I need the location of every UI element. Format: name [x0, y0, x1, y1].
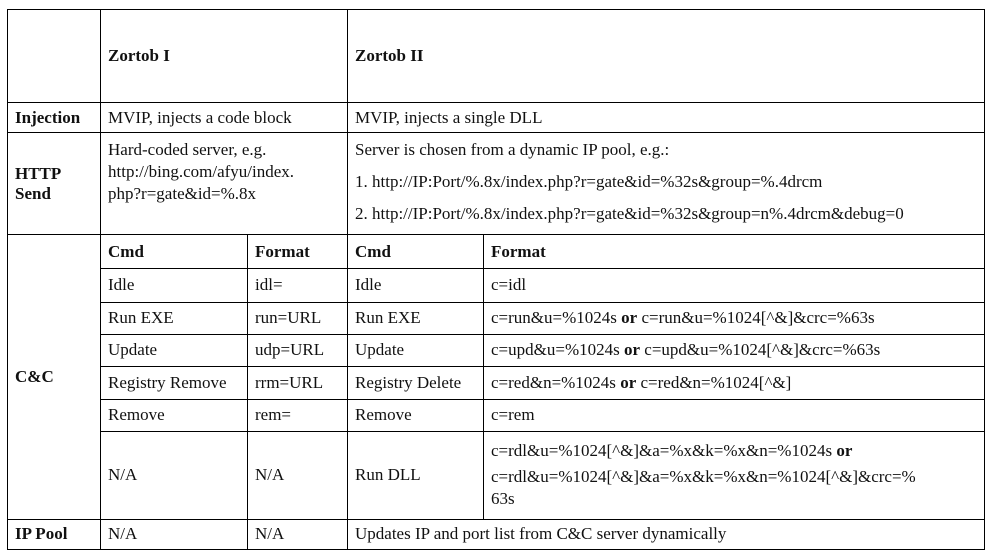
header-zortob-2: Zortob II	[348, 10, 985, 103]
cc-cmd-1: Update	[101, 334, 248, 366]
cc-header-cmd-2: Cmd	[348, 235, 484, 269]
header-empty-cell	[8, 10, 101, 103]
cc-cmd-1: Idle	[101, 269, 248, 302]
cc-rundll-format-2	[484, 431, 985, 519]
ip-pool-row	[8, 519, 985, 549]
or-keyword: or	[836, 441, 853, 461]
injection-zortob-2: MVIP, injects a single DLL	[348, 103, 985, 133]
rundll-format-line3: 63s	[491, 489, 515, 509]
cc-row	[8, 399, 985, 431]
cc-format-2-text: c=idl	[491, 275, 527, 295]
cc-header-format-2: Format	[484, 235, 985, 269]
ip-pool-zortob-1-cmd: N/A	[101, 519, 248, 549]
http-send-z1-line2: http://bing.com/afyu/index.	[108, 162, 295, 182]
cc-format-2-text: c=upd&u=%1024s	[491, 340, 624, 360]
cc-cmd-2: Registry Delete	[348, 366, 484, 399]
cc-cmd-2: Remove	[348, 399, 484, 431]
http-send-z2-line2: 1. http://IP:Port/%.8x/index.php?r=gate&id=%32s&group=%.4drcm	[355, 172, 823, 192]
cc-format-2-text: c=run&u=%1024s	[491, 308, 622, 328]
or-keyword: or	[623, 340, 641, 360]
injection-row	[8, 103, 985, 133]
cc-format-2-text: c=rem	[491, 405, 535, 425]
ip-pool-zortob-2: Updates IP and port list from C&C server dynamically	[348, 519, 985, 549]
cc-rundll-format-1: N/A	[248, 431, 348, 519]
cc-format-1: rrm=URL	[248, 366, 348, 399]
cc-cmd-2: Update	[348, 334, 484, 366]
cc-row	[8, 366, 985, 399]
or-keyword: or	[621, 308, 638, 328]
cc-cmd-2: Idle	[348, 269, 484, 302]
ip-pool-zortob-1-format: N/A	[248, 519, 348, 549]
cc-cmd-1: Remove	[101, 399, 248, 431]
rundll-format-line2: c=rdl&u=%1024[^&]&a=%x&k=%x&n=%1024[^&]&crc=%	[491, 467, 916, 487]
ip-pool-label: IP Pool	[8, 519, 101, 549]
cc-row	[8, 269, 985, 302]
cc-format-2-alt: c=upd&u=%1024[^&]&crc=%63s	[640, 340, 881, 360]
cc-format-2	[484, 269, 985, 302]
comparison-table	[7, 9, 985, 550]
cc-format-1: run=URL	[248, 302, 348, 334]
header-row	[8, 10, 985, 103]
cc-format-2	[484, 302, 985, 334]
cc-format-2	[484, 399, 985, 431]
http-send-z2-line3: 2. http://IP:Port/%.8x/index.php?r=gate&id=%32s&group=n%.4drcm&debug=0	[355, 204, 904, 224]
cc-rundll-row	[8, 431, 985, 519]
header-zortob-1: Zortob I	[101, 10, 348, 103]
cc-header-row	[8, 235, 985, 269]
cc-format-2	[484, 366, 985, 399]
http-send-zortob-2	[348, 133, 985, 235]
cc-format-1: rem=	[248, 399, 348, 431]
http-send-label-line2: Send	[15, 183, 51, 203]
cc-label: C&C	[8, 235, 101, 519]
cc-format-2-text: c=red&n=%1024s	[491, 372, 621, 392]
rundll-format-line1	[491, 440, 977, 462]
rundll-format-line1-text: c=rdl&u=%1024[^&]&a=%x&k=%x&n=%1024s	[491, 441, 837, 461]
cc-rundll-cmd-1: N/A	[101, 431, 248, 519]
http-send-zortob-1	[101, 133, 348, 235]
cc-format-1: idl=	[248, 269, 348, 302]
injection-zortob-1: MVIP, injects a code block	[101, 103, 348, 133]
cc-cmd-1: Registry Remove	[101, 366, 248, 399]
http-send-label	[8, 133, 101, 235]
cc-row	[8, 334, 985, 366]
injection-label: Injection	[8, 103, 101, 133]
http-send-label-line1: HTTP	[15, 163, 62, 183]
cc-header-cmd-1: Cmd	[101, 235, 248, 269]
cc-header-format-1: Format	[248, 235, 348, 269]
cc-cmd-2: Run EXE	[348, 302, 484, 334]
cc-format-2-alt: c=red&n=%1024[^&]	[636, 372, 792, 392]
cc-format-1: udp=URL	[248, 334, 348, 366]
http-send-z1-line3: php?r=gate&id=%.8x	[108, 184, 257, 204]
http-send-z2-line1: Server is chosen from a dynamic IP pool, e.g.:	[355, 140, 670, 160]
cc-cmd-1: Run EXE	[101, 302, 248, 334]
or-keyword: or	[620, 372, 637, 392]
cc-format-2	[484, 334, 985, 366]
http-send-row	[8, 133, 985, 235]
cc-row	[8, 302, 985, 334]
cc-rundll-cmd-2: Run DLL	[348, 431, 484, 519]
http-send-z1-line1: Hard-coded server, e.g.	[108, 140, 267, 160]
cc-format-2-alt: c=run&u=%1024[^&]&crc=%63s	[637, 308, 875, 328]
